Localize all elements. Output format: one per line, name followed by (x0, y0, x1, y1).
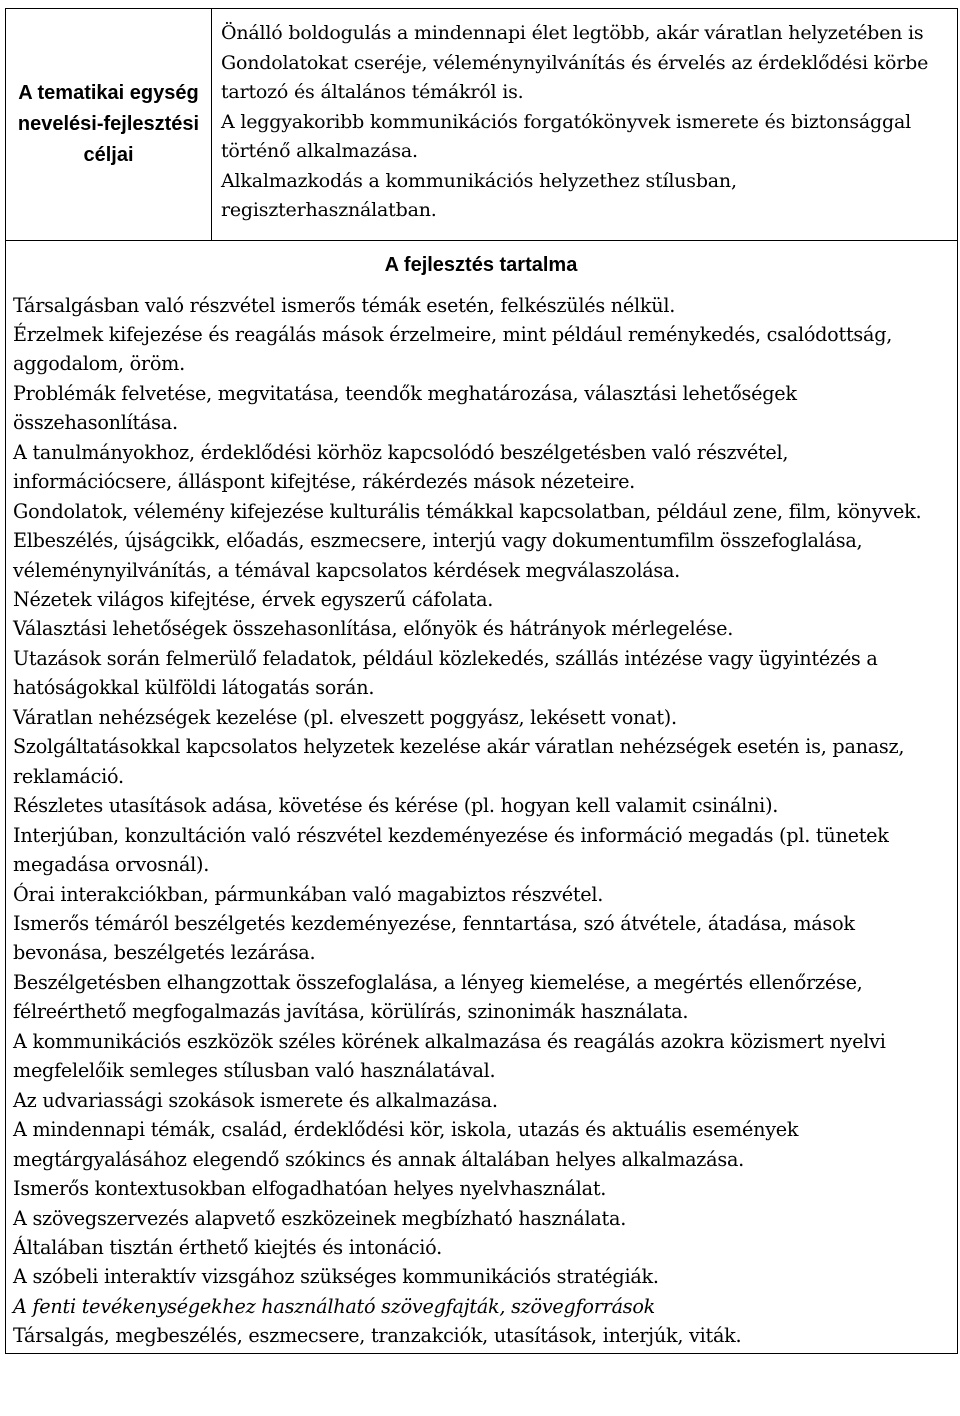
goals-label: A tematikai egység nevelési-fejlesztési céljai (17, 81, 200, 166)
content-heading: A fejlesztés tartalma (384, 253, 578, 276)
content-item: Elbeszélés, újságcikk, előadás, eszmecsere, interjú vagy dokumentumfilm összefoglalása, véleménynyilvánítás, a témával kapcsolatos kérdések megválaszolása. (13, 529, 863, 582)
curriculum-table (5, 8, 958, 1354)
goals-row (6, 9, 957, 241)
goal-item: Gondolatokat cseréje, véleménynyilvánítás és érvelés az érdeklődési körbe tartozó és általános témákról is. (221, 51, 929, 103)
text-types-title: A fenti tevékenységekhez használható szövegfajták, szövegforrások (13, 1294, 656, 1318)
content-item: Órai interakciókban, pármunkában való magabiztos részvétel. (13, 882, 604, 906)
content-item: Interjúban, konzultáción való részvétel kezdeményezése és információ megadás (pl. tünetek megadása orvosnál). (13, 823, 889, 877)
content-section (6, 241, 957, 1353)
content-item: Érzelmek kifejezése és reagálás mások érzelmeire, mint például reménykedés, csalódottság, aggodalom, öröm. (13, 322, 893, 376)
content-item: Gondolatok, vélemény kifejezése kulturális témákkal kapcsolatban, például zene, film, könyvek. (13, 499, 922, 523)
content-item: Ismerős témáról beszélgetés kezdeményezése, fenntartása, szó átvétele, átadása, mások bevonása, beszélgetés lezárása. (13, 912, 855, 965)
content-item: Beszélgetésben elhangzottak összefoglalása, a lényeg kiemelése, a megértés ellenőrzése, félreérthető megfogalmazás javítása, körülírás, szinonimák használata. (13, 970, 863, 1024)
goal-item: Önálló boldogulás a mindennapi élet legtöbb, akár váratlan helyzetében is (221, 22, 924, 44)
content-item: Ismerős kontextusokban elfogadhatóan helyes nyelvhasználat. (13, 1177, 607, 1201)
goals-list (212, 9, 957, 240)
content-item: Nézetek világos kifejtése, érvek egyszerű cáfolata. (13, 588, 494, 612)
content-item: Utazások során felmerülő feladatok, például közlekedés, szállás intézése vagy ügyintézés a hatóságokkal külföldi látogatás során. (13, 646, 878, 700)
content-item: Társalgásban való részvétel ismerős témák esetén, felkészülés nélkül. (13, 293, 676, 317)
content-item: Részletes utasítások adása, követése és kérése (pl. hogyan kell valamit csinálni). (13, 794, 779, 818)
content-list (13, 291, 949, 1292)
text-types: Társalgás, megbeszélés, eszmecsere, tranzakciók, utasítások, interjúk, viták. (13, 1324, 742, 1348)
content-item: Problémák felvetése, megvitatása, teendők meghatározása, választási lehetőségek összehasonlítása. (13, 381, 797, 435)
goals-label-cell (6, 9, 212, 240)
content-item: Az udvariassági szokások ismerete és alkalmazása. (13, 1088, 498, 1112)
content-item: A szövegszervezés alapvető eszközeinek megbízható használata. (13, 1206, 627, 1230)
content-item: A tanulmányokhoz, érdeklődési körhöz kapcsolódó beszélgetésben való részvétel, információcsere, álláspont kifejtése, rákérdezés mások nézeteire. (13, 440, 789, 494)
content-item: Választási lehetőségek összehasonlítása, előnyök és hátrányok mérlegelése. (13, 617, 734, 641)
content-item: A szóbeli interaktív vizsgához szükséges kommunikációs stratégiák. (13, 1265, 659, 1289)
content-item: A mindennapi témák, család, érdeklődési kör, iskola, utazás és aktuális események megtárgyalásához elegendő szókincs és annak általában helyes alkalmazása. (13, 1118, 799, 1171)
content-item: A kommunikációs eszközök széles körének alkalmazása és reagálás azokra közismert nyelvi megfelelőik semleges stílusban való használatával. (13, 1029, 886, 1083)
goal-item: Alkalmazkodás a kommunikációs helyzethez stílusban, regiszterhasználatban. (221, 169, 737, 221)
goal-item: A leggyakoribb kommunikációs forgatókönyvek ismerete és biztonsággal történő alkalmazása. (221, 110, 911, 162)
content-item: Általában tisztán érthető kiejtés és intonáció. (13, 1236, 443, 1259)
content-item: Szolgáltatásokkal kapcsolatos helyzetek kezelése akár váratlan nehézségek esetén is, panasz, reklamáció. (13, 735, 905, 788)
content-item: Váratlan nehézségek kezelése (pl. elveszett poggyász, lekésett vonat). (13, 705, 677, 729)
